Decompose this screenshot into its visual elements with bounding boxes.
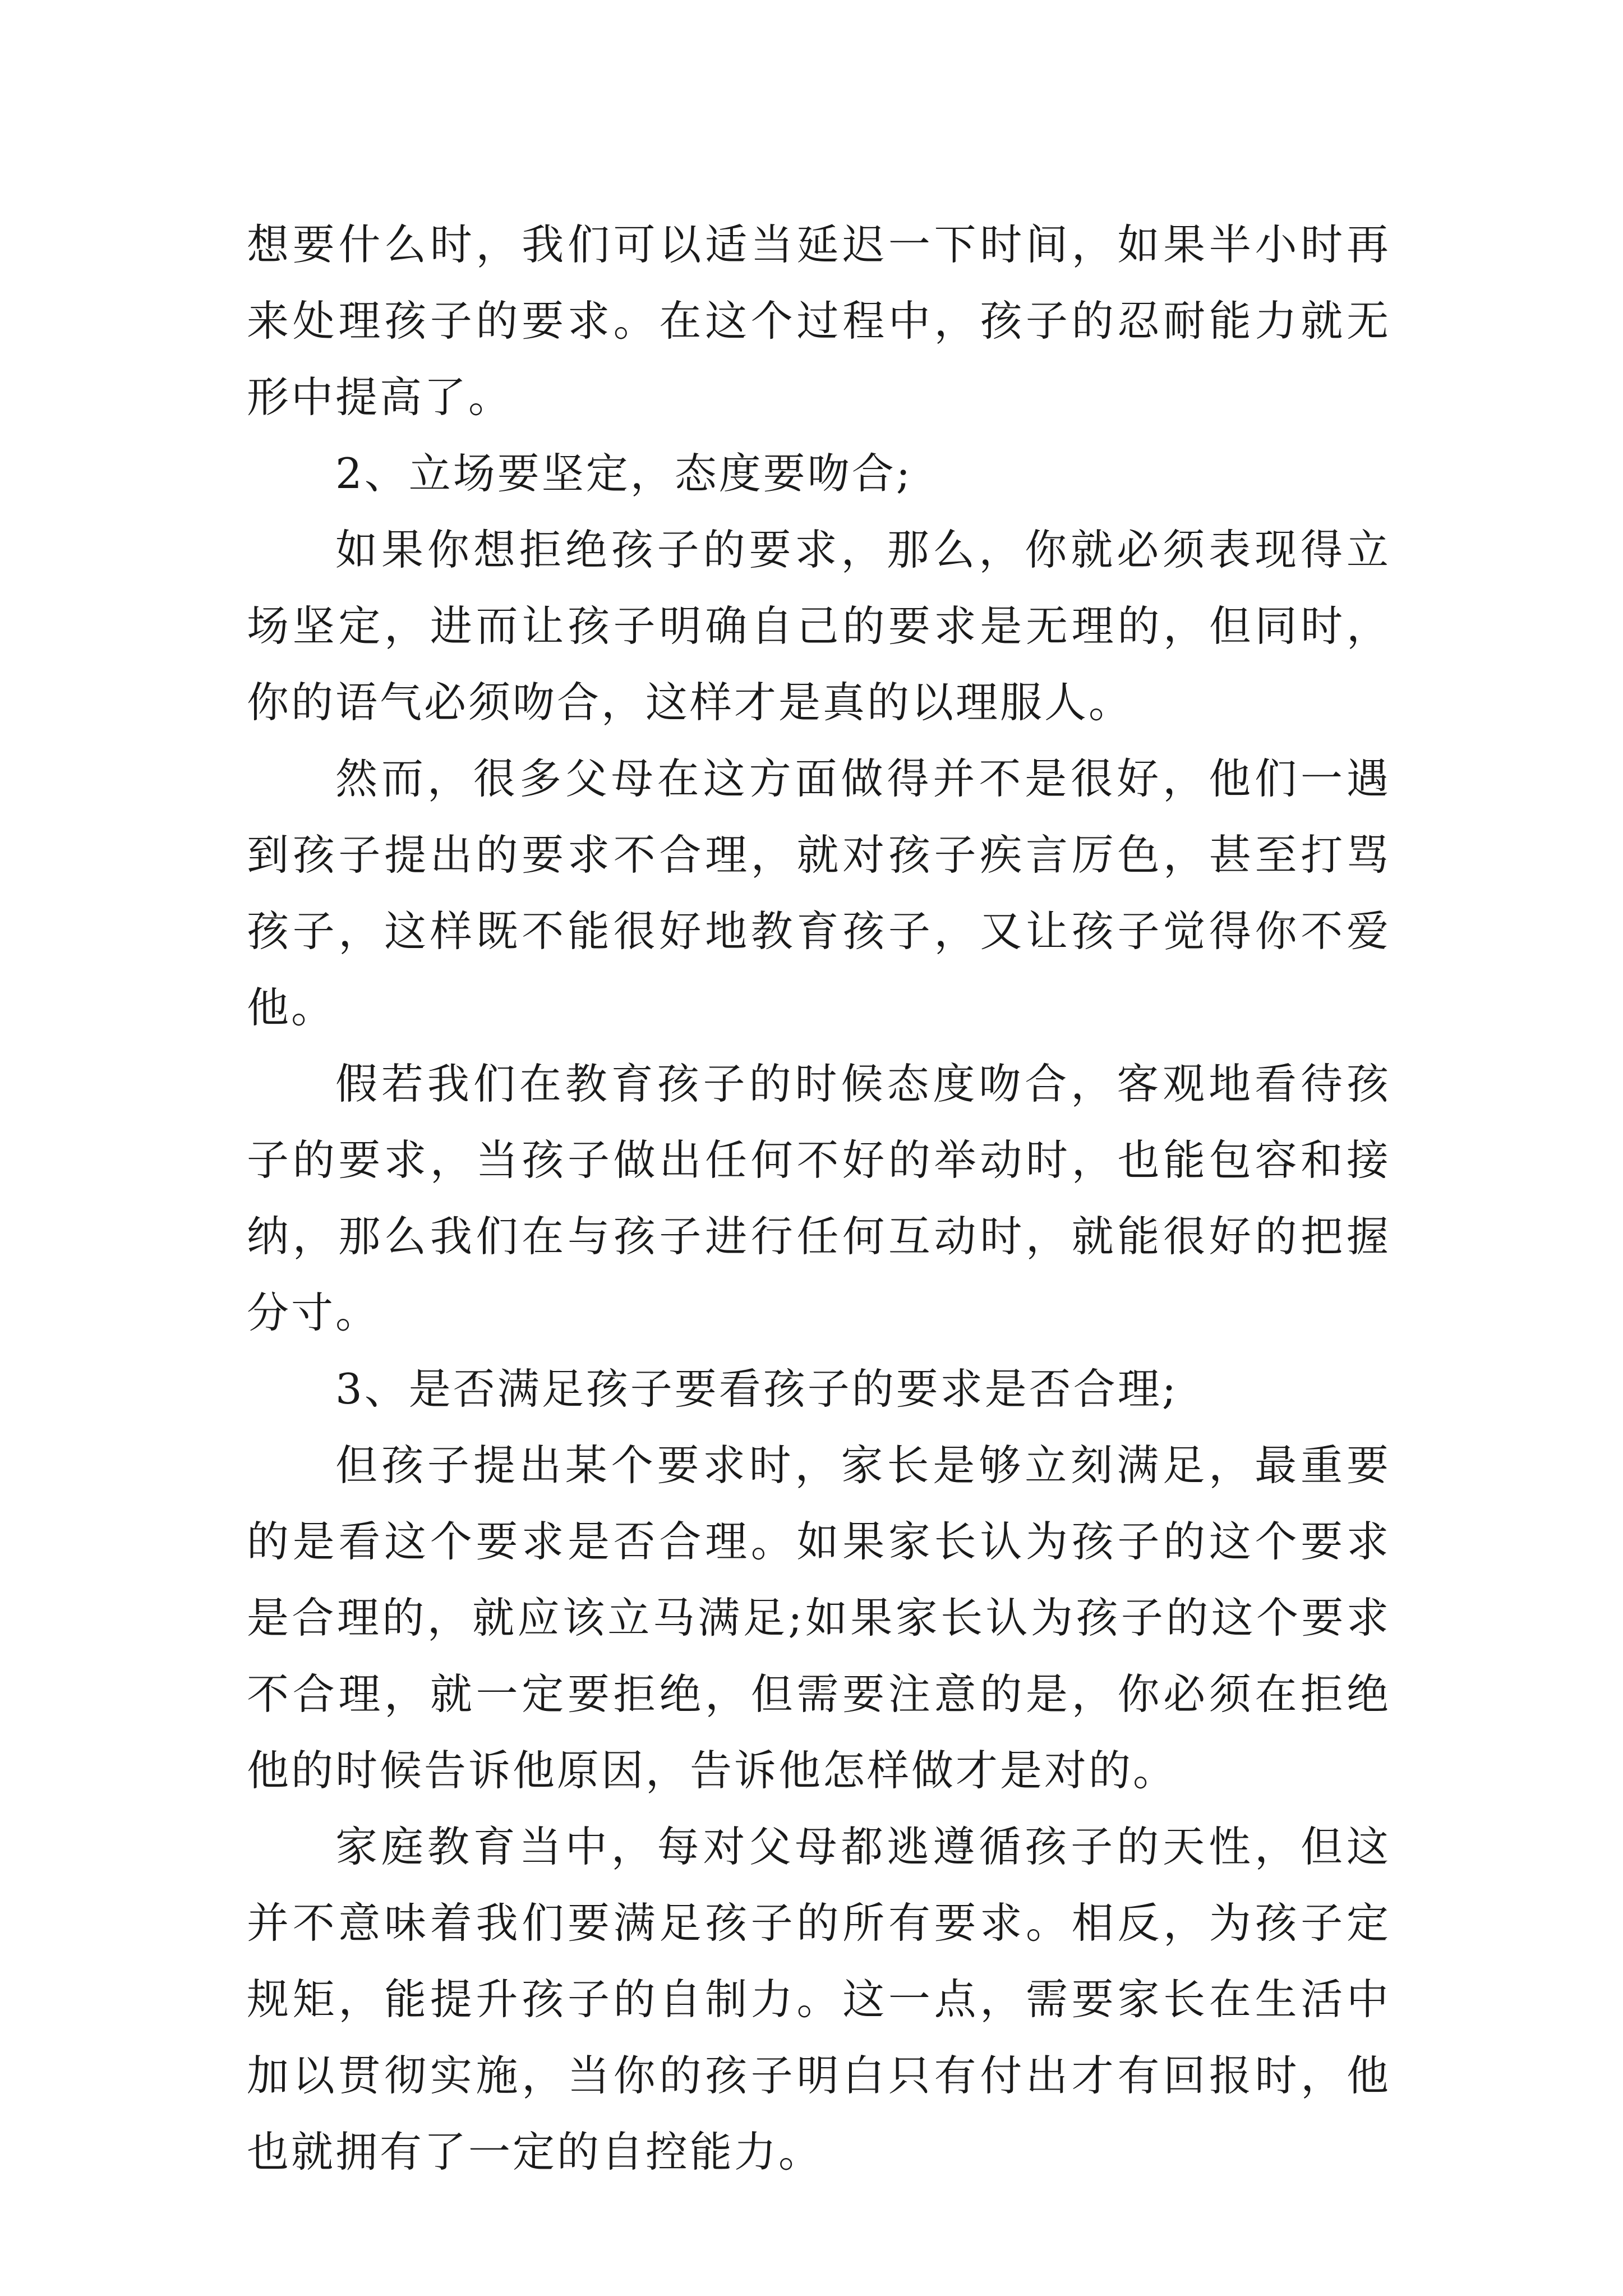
paragraph: 如果你想拒绝孩子的要求，那么，你就必须表现得立场坚定，进而让孩子明确自己的要求是无理的，但同时，你的语气必须吻合，这样才是真的以理服人。	[247, 525, 1391, 727]
document-body	[247, 206, 1391, 2190]
paragraph: 但孩子提出某个要求时，家长是够立刻满足，最重要的是看这个要求是否合理。如果家长认为孩子的这个要求是合理的，就应该立马满足;如果家长认为孩子的这个要求不合理，就一定要拒绝，但需要注意的是，你必须在拒绝他的时候告诉他原因，告诉他怎样做才是对的。	[247, 1441, 1391, 1795]
paragraph: 家庭教育当中，每对父母都逃遵循孩子的天性，但这并不意味着我们要满足孩子的所有要求。相反，为孩子定规矩，能提升孩子的自制力。这一点，需要家长在生活中加以贯彻实施，当你的孩子明白只有付出才有回报时，他也就拥有了一定的自控能力。	[247, 1822, 1391, 2177]
section-heading-2: 2、立场要坚定，态度要吻合;	[335, 449, 912, 498]
paragraph-continuation: 想要什么时，我们可以适当延迟一下时间，如果半小时再来处理孩子的要求。在这个过程中，孩子的忍耐能力就无形中提高了。	[247, 220, 1391, 422]
paragraph: 假若我们在教育孩子的时候态度吻合，客观地看待孩子的要求，当孩子做出任何不好的举动时，也能包容和接纳，那么我们在与孩子进行任何互动时，就能很好的把握分寸。	[247, 1059, 1391, 1337]
section-heading-3: 3、是否满足孩子要看孩子的要求是否合理;	[335, 1364, 1178, 1414]
paragraph: 然而，很多父母在这方面做得并不是很好，他们一遇到孩子提出的要求不合理，就对孩子疾言厉色，甚至打骂孩子，这样既不能很好地教育孩子，又让孩子觉得你不爱他。	[247, 754, 1391, 1032]
